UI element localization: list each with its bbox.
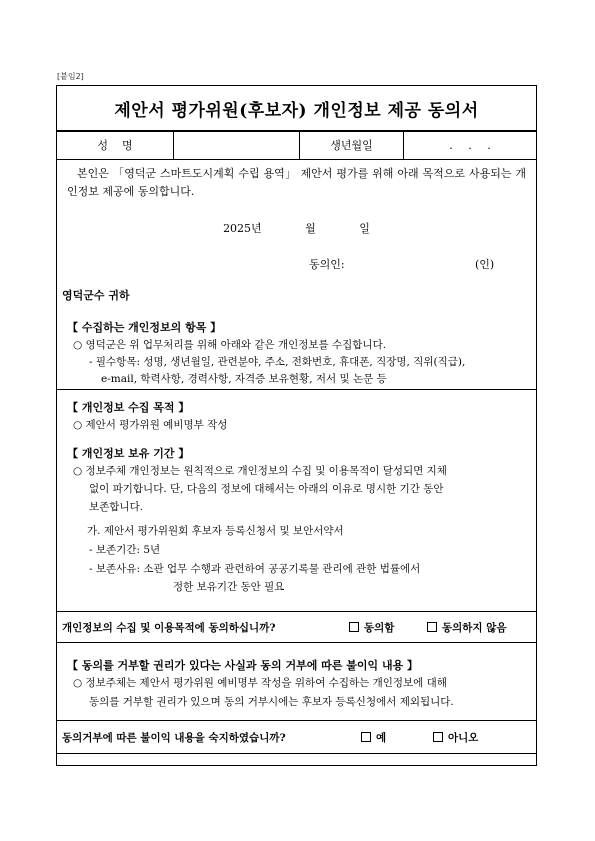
retention-line-2: 없이 파기합니다. 단, 다음의 정보에 대해서는 아래의 이유로 명시한 기간 동안 bbox=[89, 483, 444, 495]
question-consent-row bbox=[57, 611, 536, 643]
agree-checkbox[interactable] bbox=[349, 622, 359, 632]
no-checkbox[interactable] bbox=[433, 732, 443, 742]
agree-label: 동의함 bbox=[364, 621, 395, 634]
retention-period: - 보존기간: 5년 bbox=[89, 544, 161, 556]
date-line: 2025년 월 일 bbox=[223, 222, 370, 235]
items-intro: ○ 영덕군은 위 업무처리를 위해 아래와 같은 개인정보를 수집합니다. bbox=[73, 339, 387, 351]
birth-field[interactable]: . . . bbox=[449, 138, 491, 152]
purpose-text: ○ 제안서 평가위원 예비명부 작성 bbox=[73, 419, 228, 431]
purpose-heading: 【 개인정보 수집 목적 】 bbox=[67, 401, 190, 414]
question-consent-text: 개인정보의 수집 및 이용목적에 동의하십니까? bbox=[62, 621, 276, 634]
refuse-line-2: 동의를 거부할 권리가 있으며 동의 거부시에는 후보자 등록신청에서 제외됩니다. bbox=[89, 696, 454, 708]
items-heading: 【 수집하는 개인정보의 항목 】 bbox=[67, 321, 222, 334]
refuse-line-1: ○ 정보주체는 제안서 평가위원 예비명부 작성을 위하여 수집하는 개인정보에 대해 bbox=[73, 677, 447, 689]
question-refuse-text: 동의거부에 따른 불이익 내용을 숙지하였습니까? bbox=[62, 731, 286, 744]
refuse-heading: 【 동의를 거부할 권리가 있다는 사실과 동의 거부에 따른 불이익 내용 】 bbox=[67, 659, 419, 672]
disagree-label: 동의하지 않음 bbox=[442, 621, 507, 634]
attachment-label: [붙임2] bbox=[57, 72, 84, 81]
yes-option[interactable] bbox=[361, 730, 386, 745]
question-refuse-row bbox=[57, 720, 536, 754]
retention-sub: 가. 제안서 평가위원회 후보자 등록신청서 및 보안서약서 bbox=[87, 525, 344, 537]
retention-line-1: ○ 정보주체 개인정보는 원칙적으로 개인정보의 수집 및 이용목적이 달성되면 지체 bbox=[73, 465, 447, 477]
consent-text: 본인은 「영덕군 스마트도시계획 수립 용역」 제안서 평가를 위해 아래 목적으로 사용되는 개인정보 제공에 동의합니다. bbox=[67, 167, 526, 198]
retention-reason-2: 정한 보유기간 동안 필요 bbox=[173, 581, 285, 593]
form-title: 제안서 평가위원(후보자) 개인정보 제공 동의서 bbox=[57, 86, 536, 132]
yes-checkbox[interactable] bbox=[361, 732, 371, 742]
retention-line-3: 보존합니다. bbox=[89, 501, 144, 513]
name-field[interactable] bbox=[174, 131, 300, 159]
addressee: 영덕군수 귀하 bbox=[62, 289, 130, 302]
items-required-2: e-mail, 학력사항, 경력사항, 자격증 보유현황, 저서 및 논문 등 bbox=[101, 373, 387, 385]
retention-reason-1: - 보존사유: 소관 업무 수행과 관련하여 공공기록물 관리에 관한 법률에서 bbox=[89, 563, 421, 575]
signer-label: 동의인: bbox=[309, 258, 345, 271]
consent-form bbox=[56, 85, 537, 766]
agree-option[interactable] bbox=[349, 620, 394, 635]
disagree-option[interactable] bbox=[427, 620, 507, 635]
retention-heading: 【 개인정보 보유 기간 】 bbox=[67, 447, 190, 460]
no-option[interactable] bbox=[433, 730, 478, 745]
disagree-checkbox[interactable] bbox=[427, 622, 437, 632]
info-row bbox=[57, 131, 536, 160]
yes-label: 예 bbox=[376, 731, 387, 744]
items-required-1: - 필수항목: 성명, 생년월일, 관련분야, 주소, 전화번호, 휴대폰, 직장명, 직위(직급), bbox=[89, 356, 466, 368]
birth-label: 생년월일 bbox=[300, 131, 404, 159]
name-label: 성명 bbox=[57, 131, 174, 159]
no-label: 아니오 bbox=[448, 731, 479, 744]
seal-mark: (인) bbox=[475, 258, 495, 271]
